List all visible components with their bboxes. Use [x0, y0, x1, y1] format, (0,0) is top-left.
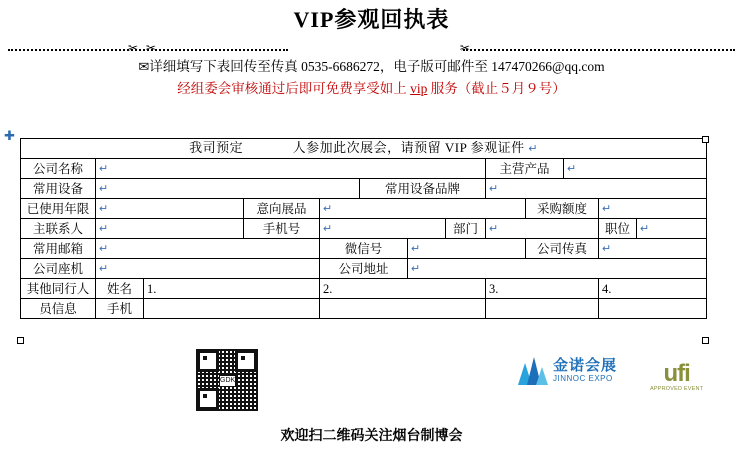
cut-line-left [8, 49, 288, 51]
notice-red-prefix: 经组委会审核通过后即可免费享受如上 [177, 81, 411, 96]
row-label-companions-line2: 员信息 [21, 299, 96, 319]
resize-handle[interactable] [702, 337, 709, 344]
qr-finder-icon [197, 388, 219, 410]
paragraph-mark-icon: ↵ [99, 243, 109, 255]
paragraph-mark-icon: ↵ [411, 263, 421, 275]
row-label-companions-name: 姓名 [96, 279, 144, 299]
jinnuo-logo [518, 357, 617, 385]
notice-text: 详细填写下表回传至传真 0535-6686272，电子版可邮件至 147470266@qq.com [149, 59, 605, 74]
row-label-purchase-budget: 采购额度 [526, 199, 599, 219]
paragraph-mark-icon: ↵ [411, 243, 421, 255]
jinnuo-mark-icon [518, 357, 548, 385]
resize-handle[interactable] [702, 136, 709, 143]
paragraph-mark-icon: ↵ [99, 203, 109, 215]
vip-form-table [20, 138, 706, 319]
notice-red-line [0, 78, 743, 100]
input-companion-3-name[interactable] [486, 279, 599, 299]
cut-line-right [463, 49, 735, 51]
paragraph-mark-icon: ↵ [323, 223, 333, 235]
row-label-company-fax: 公司传真 [526, 239, 599, 259]
table-header-row [21, 139, 707, 159]
table-row [21, 259, 707, 279]
input-email[interactable] [96, 239, 320, 259]
table-row [21, 299, 707, 319]
row-label-companions-line1: 其他同行人 [21, 279, 96, 299]
input-years-used[interactable] [96, 199, 244, 219]
input-companion-3-phone[interactable] [486, 299, 599, 319]
notice-red-underline: vip [410, 81, 428, 96]
qr-finder-icon [235, 350, 257, 372]
paragraph-mark-icon: ↵ [528, 143, 539, 155]
paragraph-mark-icon: ↵ [640, 223, 650, 235]
paragraph-mark-icon: ↵ [602, 203, 612, 215]
input-intended-exhibits[interactable] [320, 199, 526, 219]
table-row [21, 199, 707, 219]
scissors-icon: ✂ [460, 41, 471, 55]
input-position[interactable] [637, 219, 707, 239]
table-row [21, 219, 707, 239]
companion-number-1: 1. [147, 281, 157, 296]
row-label-years-used: 已使用年限 [21, 199, 96, 219]
input-equipment-brand[interactable] [486, 179, 707, 199]
paragraph-mark-icon: ↵ [99, 263, 109, 275]
table-row [21, 279, 707, 299]
jinnuo-logo-cn: 金诺会展 [553, 358, 618, 374]
input-companion-4-phone[interactable] [599, 299, 707, 319]
input-purchase-budget[interactable] [599, 199, 707, 219]
row-label-main-contact: 主联系人 [21, 219, 96, 239]
jinnuo-logo-en: JINNOC EXPO [553, 374, 613, 383]
table-header-cell [21, 139, 707, 159]
qr-finder-icon [197, 350, 219, 372]
companion-number-2: 2. [323, 281, 333, 296]
row-label-company-address: 公司地址 [320, 259, 408, 279]
qr-code-pattern [196, 349, 258, 411]
scissors-icon: ✂ [128, 41, 139, 55]
table-move-handle-icon[interactable]: ✚ [4, 128, 15, 143]
companion-number-3: 3. [489, 281, 499, 296]
row-label-company-phone: 公司座机 [21, 259, 96, 279]
paragraph-mark-icon: ↵ [602, 243, 612, 255]
notice-red-suffix: 服务（截止５月９号） [427, 81, 566, 96]
mail-icon: ✉ [138, 59, 150, 74]
input-companion-1-name[interactable] [144, 279, 320, 299]
header-part1: 我司预定 [189, 140, 244, 155]
ufi-logo [650, 362, 703, 393]
paragraph-mark-icon: ↵ [99, 163, 109, 175]
qr-code [196, 349, 258, 411]
scissors-icon: ✂ [146, 41, 157, 55]
table-row [21, 159, 707, 179]
row-label-intended-exhibits: 意向展品 [244, 199, 320, 219]
footer-caption: 欢迎扫二维码关注烟台制博会 [280, 429, 463, 444]
row-label-department: 部门 [446, 219, 486, 239]
row-label-wechat: 微信号 [320, 239, 408, 259]
input-company-address[interactable] [408, 259, 707, 279]
table-row [21, 179, 707, 199]
row-label-company-name: 公司名称 [21, 159, 96, 179]
ufi-logo-sub: APPROVED EVENT [650, 386, 704, 392]
input-main-products[interactable] [564, 159, 707, 179]
input-department[interactable] [486, 219, 599, 239]
paragraph-mark-icon: ↵ [99, 223, 109, 235]
cut-line [8, 41, 735, 55]
input-companion-2-phone[interactable] [320, 299, 486, 319]
paragraph-mark-icon: ↵ [489, 183, 499, 195]
paragraph-mark-icon: ↵ [323, 203, 333, 215]
paragraph-mark-icon: ↵ [489, 223, 499, 235]
input-companion-1-phone[interactable] [144, 299, 320, 319]
input-main-contact[interactable] [96, 219, 244, 239]
input-wechat[interactable] [408, 239, 526, 259]
companion-number-4: 4. [602, 281, 612, 296]
input-company-phone[interactable] [96, 259, 320, 279]
paragraph-mark-icon: ↵ [567, 163, 577, 175]
input-common-equipment[interactable] [96, 179, 360, 199]
input-mobile[interactable] [320, 219, 446, 239]
row-label-email: 常用邮箱 [21, 239, 96, 259]
notice-line [0, 56, 743, 78]
paragraph-mark-icon: ↵ [99, 183, 109, 195]
input-company-name[interactable] [96, 159, 486, 179]
row-label-mobile: 手机号 [244, 219, 320, 239]
ufi-logo-text: ufi [663, 360, 690, 387]
table-row [21, 239, 707, 259]
input-companion-4-name[interactable] [599, 279, 707, 299]
jinnuo-logo-text [553, 358, 617, 384]
row-label-companions-phone: 手机 [96, 299, 144, 319]
input-company-fax[interactable] [599, 239, 707, 259]
row-label-position: 职位 [599, 219, 637, 239]
row-label-main-products: 主营产品 [486, 159, 564, 179]
qr-center-label: GDK [219, 375, 236, 387]
row-label-equipment-brand: 常用设备品牌 [360, 179, 486, 199]
page-title: VIP参观回执表 [293, 7, 450, 32]
input-companion-2-name[interactable] [320, 279, 486, 299]
row-label-common-equipment: 常用设备 [21, 179, 96, 199]
resize-handle[interactable] [17, 337, 24, 344]
header-part2: 人参加此次展会，请预留 VIP 参观证件 [292, 140, 525, 155]
